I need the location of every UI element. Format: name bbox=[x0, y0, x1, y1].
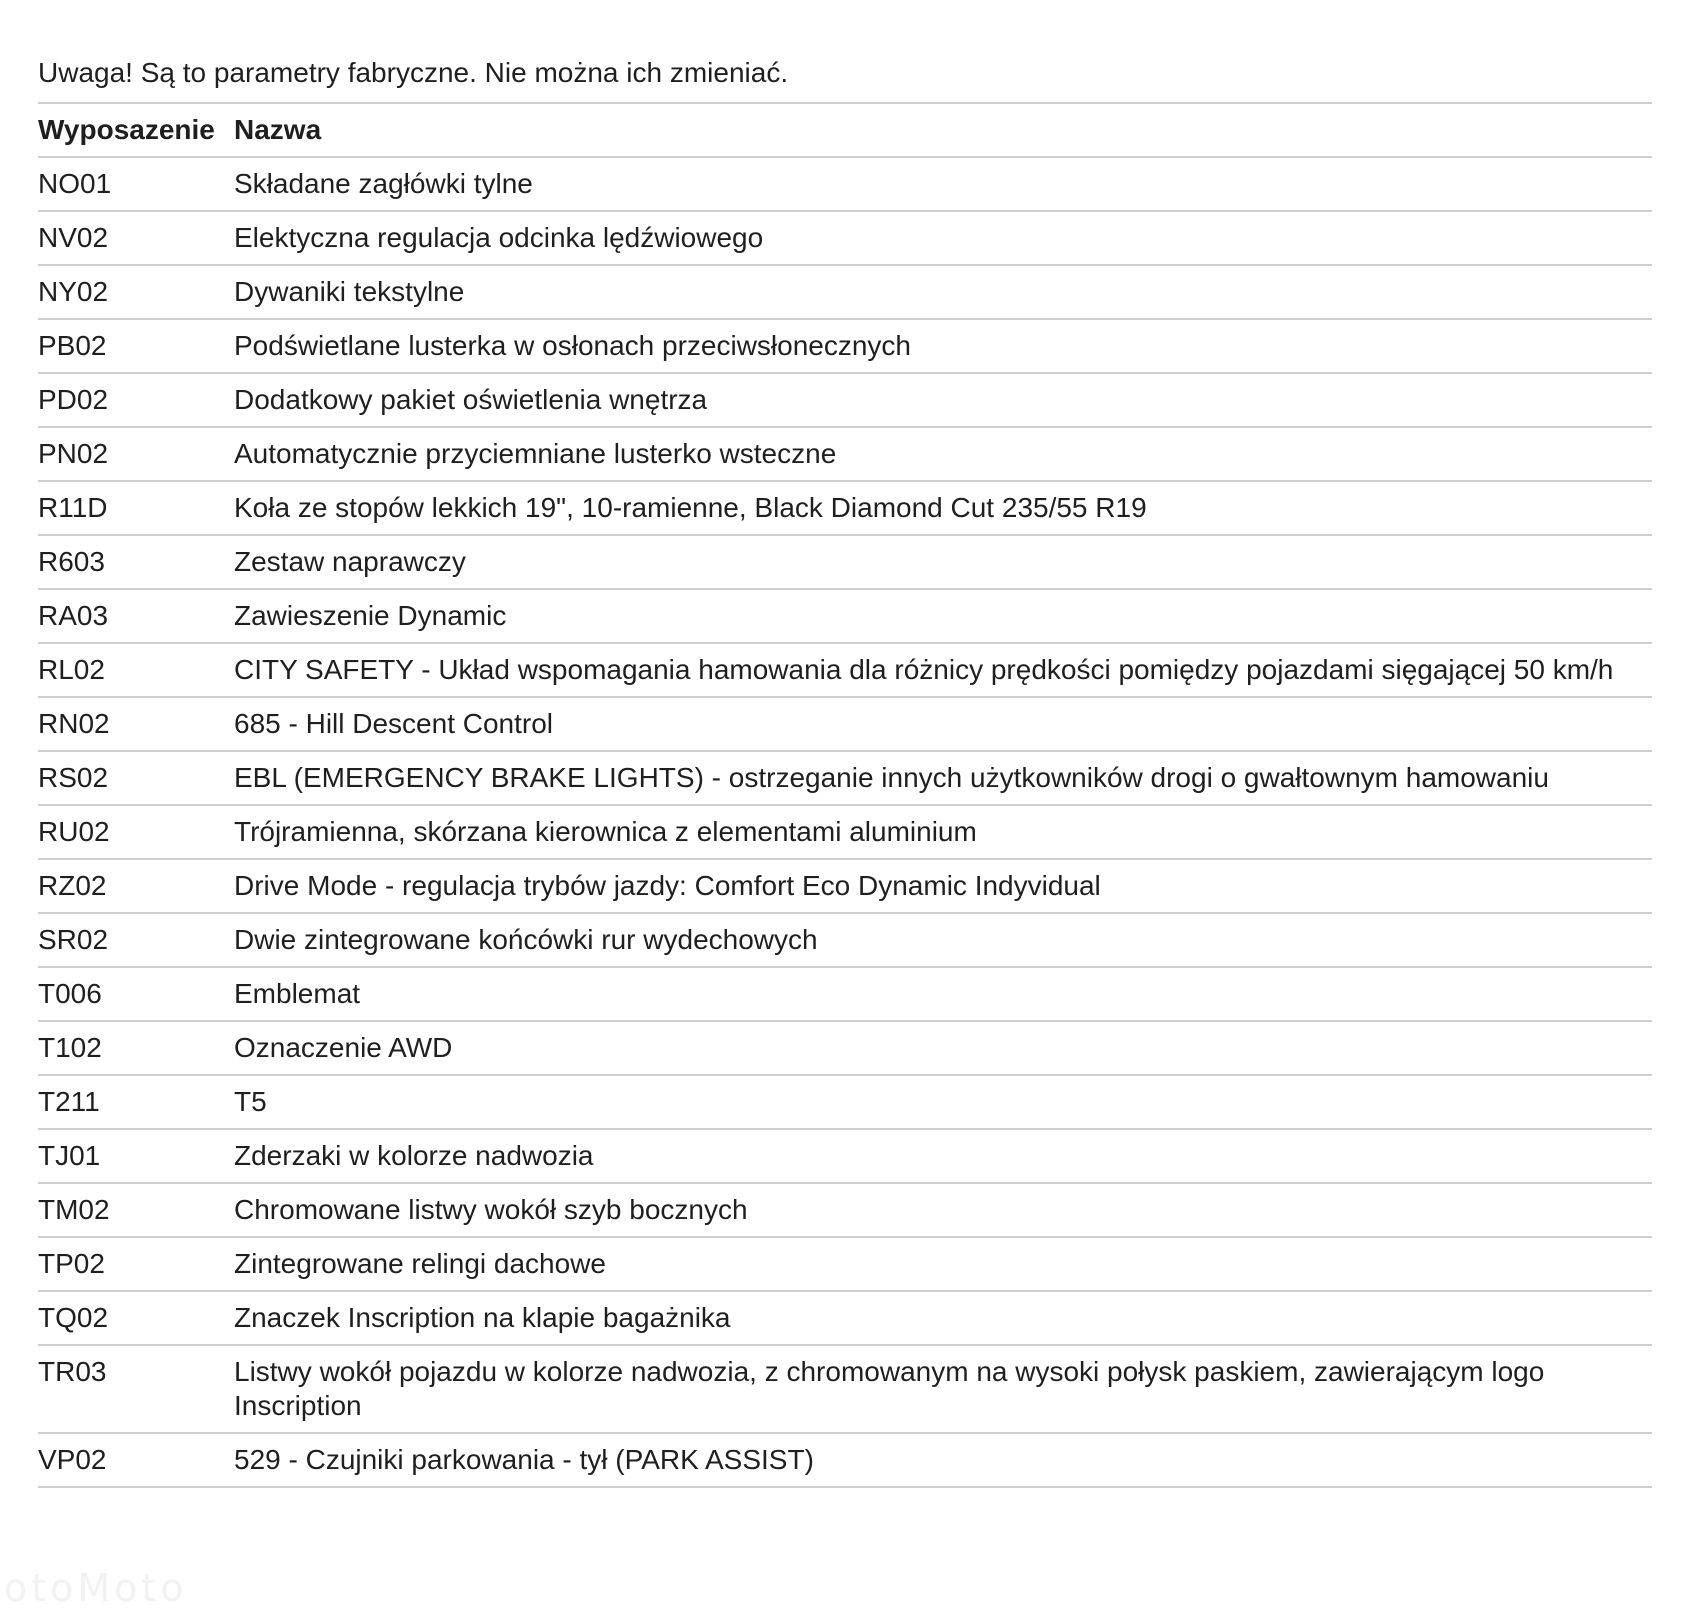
table-row bbox=[38, 913, 1652, 967]
equipment-code: PD02 bbox=[38, 373, 234, 427]
table-row bbox=[38, 1129, 1652, 1183]
table-row bbox=[38, 805, 1652, 859]
equipment-name: Elektyczna regulacja odcinka lędźwiowego bbox=[234, 211, 1652, 265]
equipment-code: RZ02 bbox=[38, 859, 234, 913]
watermark-logo: otoMoto bbox=[4, 1566, 188, 1610]
equipment-rows bbox=[38, 157, 1652, 1487]
equipment-name: Koła ze stopów lekkich 19", 10-ramienne, Black Diamond Cut 235/55 R19 bbox=[234, 481, 1652, 535]
table-row bbox=[38, 1345, 1652, 1433]
table-row bbox=[38, 373, 1652, 427]
equipment-name: Dwie zintegrowane końcówki rur wydechowych bbox=[234, 913, 1652, 967]
equipment-name: Podświetlane lusterka w osłonach przeciwsłonecznych bbox=[234, 319, 1652, 373]
equipment-name: Emblemat bbox=[234, 967, 1652, 1021]
table-row bbox=[38, 1021, 1652, 1075]
equipment-name: Zintegrowane relingi dachowe bbox=[234, 1237, 1652, 1291]
equipment-name: Zderzaki w kolorze nadwozia bbox=[234, 1129, 1652, 1183]
table-row bbox=[38, 697, 1652, 751]
table-row bbox=[38, 1183, 1652, 1237]
equipment-code: RU02 bbox=[38, 805, 234, 859]
table-row bbox=[38, 589, 1652, 643]
equipment-name: Drive Mode - regulacja trybów jazdy: Comfort Eco Dynamic Indyvidual bbox=[234, 859, 1652, 913]
equipment-code: TJ01 bbox=[38, 1129, 234, 1183]
table-row bbox=[38, 1433, 1652, 1487]
equipment-code: SR02 bbox=[38, 913, 234, 967]
equipment-code: TM02 bbox=[38, 1183, 234, 1237]
equipment-code: PB02 bbox=[38, 319, 234, 373]
table-row bbox=[38, 481, 1652, 535]
equipment-name: Trójramienna, skórzana kierownica z elementami aluminium bbox=[234, 805, 1652, 859]
table-header-row bbox=[38, 104, 1652, 157]
equipment-code: RN02 bbox=[38, 697, 234, 751]
equipment-code: R603 bbox=[38, 535, 234, 589]
equipment-name: Automatycznie przyciemniane lusterko wsteczne bbox=[234, 427, 1652, 481]
table-row bbox=[38, 535, 1652, 589]
table-row bbox=[38, 643, 1652, 697]
equipment-code: TR03 bbox=[38, 1345, 234, 1433]
equipment-code: VP02 bbox=[38, 1433, 234, 1487]
equipment-code: T006 bbox=[38, 967, 234, 1021]
equipment-name: Zawieszenie Dynamic bbox=[234, 589, 1652, 643]
equipment-name: Znaczek Inscription na klapie bagażnika bbox=[234, 1291, 1652, 1345]
table-row bbox=[38, 319, 1652, 373]
equipment-name: EBL (EMERGENCY BRAKE LIGHTS) - ostrzeganie innych użytkowników drogi o gwałtownym hamowaniu bbox=[234, 751, 1652, 805]
equipment-name: 529 - Czujniki parkowania - tył (PARK ASSIST) bbox=[234, 1433, 1652, 1487]
table-row bbox=[38, 427, 1652, 481]
equipment-name: Dodatkowy pakiet oświetlenia wnętrza bbox=[234, 373, 1652, 427]
equipment-code: RS02 bbox=[38, 751, 234, 805]
equipment-name: 685 - Hill Descent Control bbox=[234, 697, 1652, 751]
table-row bbox=[38, 157, 1652, 211]
equipment-code: NY02 bbox=[38, 265, 234, 319]
equipment-code: RL02 bbox=[38, 643, 234, 697]
equipment-code: T211 bbox=[38, 1075, 234, 1129]
factory-notice: Uwaga! Są to parametry fabryczne. Nie można ich zmieniać. bbox=[38, 0, 1652, 104]
table-row bbox=[38, 265, 1652, 319]
equipment-name: Dywaniki tekstylne bbox=[234, 265, 1652, 319]
equipment-name: Chromowane listwy wokół szyb bocznych bbox=[234, 1183, 1652, 1237]
table-row bbox=[38, 859, 1652, 913]
table-row bbox=[38, 1075, 1652, 1129]
header-code: Wyposazenie bbox=[38, 104, 234, 157]
table-row bbox=[38, 211, 1652, 265]
equipment-name: Oznaczenie AWD bbox=[234, 1021, 1652, 1075]
equipment-code: NO01 bbox=[38, 157, 234, 211]
equipment-name: T5 bbox=[234, 1075, 1652, 1129]
table-row bbox=[38, 751, 1652, 805]
equipment-name: CITY SAFETY - Układ wspomagania hamowania dla różnicy prędkości pomiędzy pojazdami sięgającej 50 km/h bbox=[234, 643, 1652, 697]
equipment-name: Składane zagłówki tylne bbox=[234, 157, 1652, 211]
equipment-name: Zestaw naprawczy bbox=[234, 535, 1652, 589]
equipment-code: RA03 bbox=[38, 589, 234, 643]
page-content bbox=[38, 0, 1652, 1488]
equipment-code: NV02 bbox=[38, 211, 234, 265]
table-row bbox=[38, 1237, 1652, 1291]
equipment-table bbox=[38, 104, 1652, 1488]
equipment-code: T102 bbox=[38, 1021, 234, 1075]
equipment-code: R11D bbox=[38, 481, 234, 535]
equipment-code: TP02 bbox=[38, 1237, 234, 1291]
equipment-code: PN02 bbox=[38, 427, 234, 481]
equipment-name: Listwy wokół pojazdu w kolorze nadwozia, z chromowanym na wysoki połysk paskiem, zawierającym logo Inscription bbox=[234, 1345, 1652, 1433]
header-name: Nazwa bbox=[234, 104, 1652, 157]
equipment-code: TQ02 bbox=[38, 1291, 234, 1345]
table-row bbox=[38, 967, 1652, 1021]
table-row bbox=[38, 1291, 1652, 1345]
